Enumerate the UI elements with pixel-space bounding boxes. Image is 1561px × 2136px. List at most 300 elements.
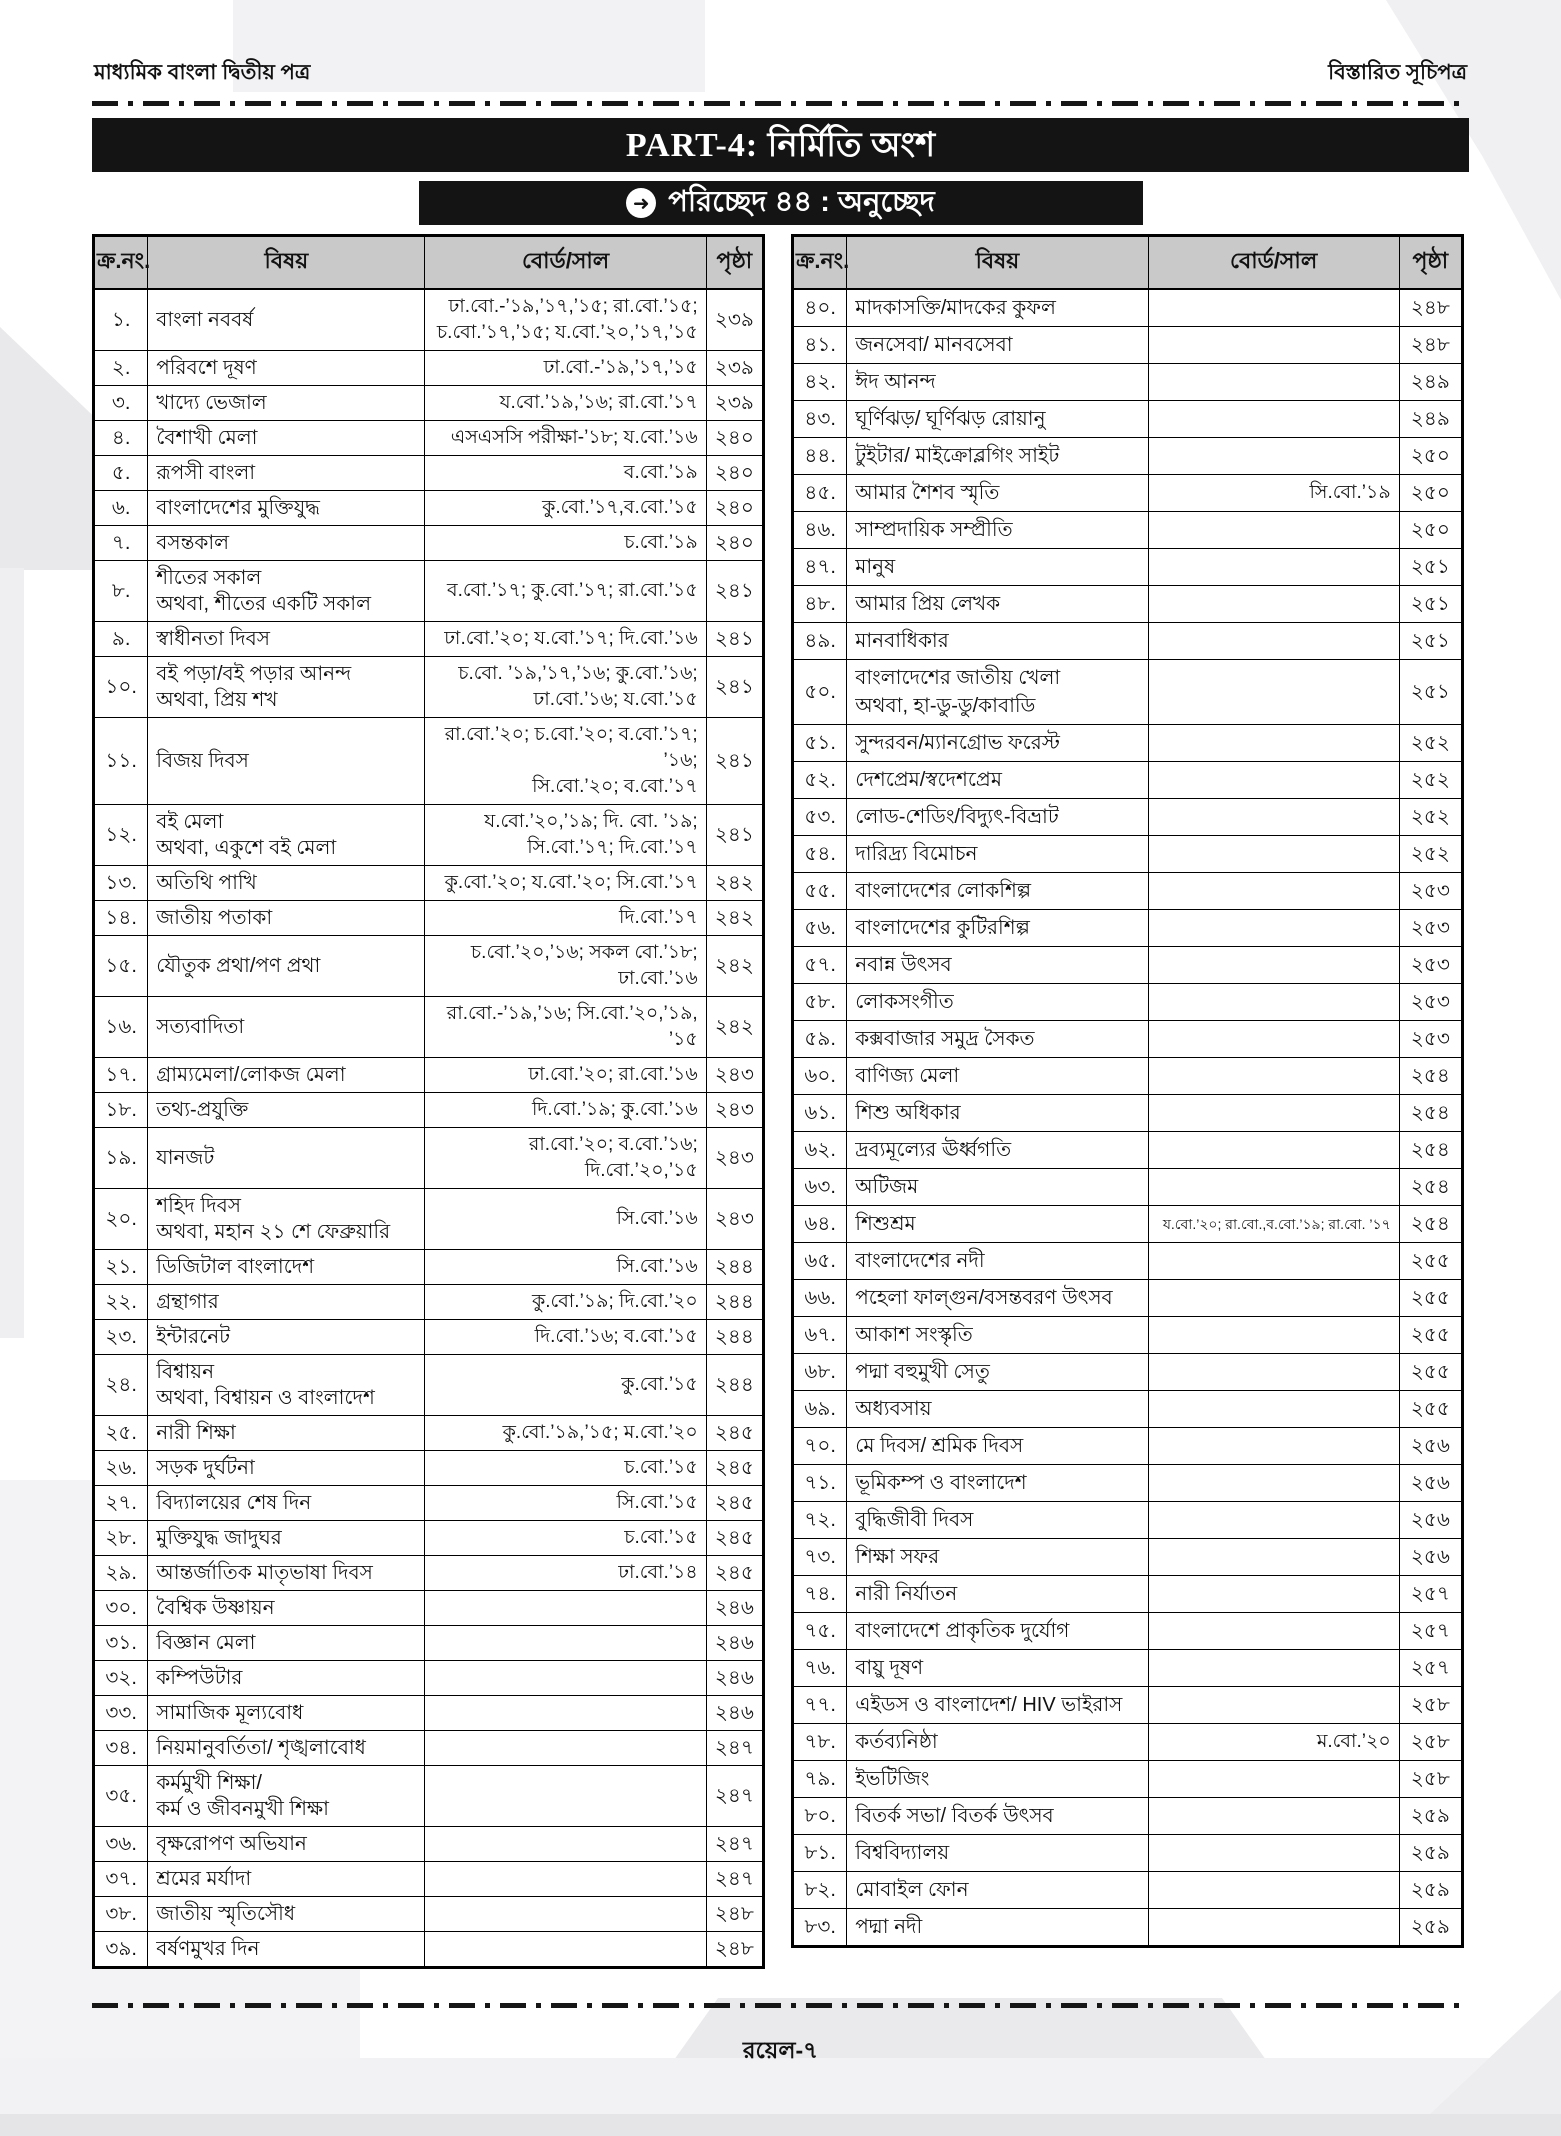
row-subject: ইন্টারনেট [148, 1320, 425, 1355]
row-subject: গ্রাম্যমেলা/লোকজ মেলা [148, 1058, 425, 1093]
row-board [1148, 910, 1399, 947]
table-row [94, 657, 764, 718]
table-row [793, 1909, 1463, 1947]
table-row [793, 289, 1463, 327]
row-subject: শিক্ষা সফর [847, 1539, 1148, 1576]
row-subject: নারী শিক্ষা [148, 1416, 425, 1451]
table-row [793, 1502, 1463, 1539]
row-serial: ৪৫. [793, 475, 847, 512]
table-row [94, 1058, 764, 1093]
row-serial: ৬. [94, 491, 148, 526]
header-subject: বিষয় [148, 236, 425, 290]
row-board [1148, 1798, 1399, 1835]
table-row [793, 1354, 1463, 1391]
table-row [793, 799, 1463, 836]
row-board [1148, 1687, 1399, 1724]
row-serial: ৭৭. [793, 1687, 847, 1724]
row-page: ২৫২ [1399, 836, 1462, 873]
row-page: ২৫৮ [1399, 1761, 1462, 1798]
table-row [793, 1724, 1463, 1761]
row-board: চ.বো. ’১৯,’১৭,’১৬; কু.বো.’১৬; ঢা.বো.’১৬; য.বো.’১৫ [425, 657, 706, 718]
row-board [1148, 1428, 1399, 1465]
page-footer-label: রয়েল-৭ [742, 2037, 819, 2063]
row-serial: ৭৯. [793, 1761, 847, 1798]
row-board [425, 1731, 706, 1766]
row-serial: ৩৫. [94, 1766, 148, 1827]
table-row [793, 1021, 1463, 1058]
row-serial: ৪৭. [793, 549, 847, 586]
row-subject: ভূমিকম্প ও বাংলাদেশ [847, 1465, 1148, 1502]
row-page: ২৫০ [1399, 475, 1462, 512]
table-row [94, 1451, 764, 1486]
row-board [425, 1897, 706, 1932]
row-serial: ২১. [94, 1250, 148, 1285]
row-board [1148, 289, 1399, 327]
table-row [793, 1206, 1463, 1243]
table-row [793, 660, 1463, 725]
row-page: ২৪৮ [1399, 289, 1462, 327]
row-subject: সড়ক দুর্ঘটনা [148, 1451, 425, 1486]
row-serial: ১. [94, 289, 148, 351]
row-board: ঢা.বো.-’১৯,’১৭,’১৫ [425, 351, 706, 386]
section-banner-title: পরিচ্ছেদ ৪৪ : অনুচ্ছেদ [668, 185, 935, 218]
row-subject: মাদকাসক্তি/মাদকের কুফল [847, 289, 1148, 327]
row-serial: ১৩. [94, 866, 148, 901]
table-row [793, 1095, 1463, 1132]
row-page: ২৪৬ [706, 1661, 763, 1696]
row-board [1148, 660, 1399, 725]
row-serial: ১৮. [94, 1093, 148, 1128]
row-page: ২৫১ [1399, 660, 1462, 725]
table-row [94, 1128, 764, 1189]
table-row [94, 1355, 764, 1416]
table-row [94, 1591, 764, 1626]
row-serial: ২৬. [94, 1451, 148, 1486]
row-board: রা.বো.-’১৯,’১৬; সি.বো.’২০,’১৯, ’১৫ [425, 997, 706, 1058]
row-page: ২৫৫ [1399, 1354, 1462, 1391]
arrow-right-circle-icon: ➜ [626, 188, 656, 218]
divider-top [92, 101, 1469, 106]
row-board: য.বো.’২০; রা.বো.,ব.বো.’১৯; রা.বো. ’১৭ [1148, 1206, 1399, 1243]
row-subject: পহেলা ফাল্গুন/বসন্তবরণ উৎসব [847, 1280, 1148, 1317]
row-serial: ৫৫. [793, 873, 847, 910]
row-subject: বিতর্ক সভা/ বিতর্ক উৎসব [847, 1798, 1148, 1835]
table-row [94, 866, 764, 901]
row-serial: ৪২. [793, 364, 847, 401]
running-head [92, 56, 1469, 101]
row-subject: লোকসংগীত [847, 984, 1148, 1021]
row-serial: ৫৭. [793, 947, 847, 984]
row-subject: জনসেবা/ মানবসেবা [847, 327, 1148, 364]
row-board [425, 1932, 706, 1968]
bg-shape-bottom-strip [0, 2114, 1561, 2136]
row-page: ২৫৯ [1399, 1798, 1462, 1835]
row-serial: ৭০. [793, 1428, 847, 1465]
row-serial: ৪৬. [793, 512, 847, 549]
table-row [793, 1132, 1463, 1169]
row-subject: সামাজিক মূল্যবোধ [148, 1696, 425, 1731]
row-serial: ৭৮. [793, 1724, 847, 1761]
row-subject: বাংলাদেশের মুক্তিযুদ্ধ [148, 491, 425, 526]
row-subject: বিজ্ঞান মেলা [148, 1626, 425, 1661]
row-serial: ১৬. [94, 997, 148, 1058]
row-serial: ২৩. [94, 1320, 148, 1355]
row-board [1148, 512, 1399, 549]
table-row [793, 438, 1463, 475]
table-row [94, 386, 764, 421]
row-board: সি.বো.’১৯ [1148, 475, 1399, 512]
row-serial: ৬৯. [793, 1391, 847, 1428]
table-row [793, 1391, 1463, 1428]
row-subject: আমার শৈশব স্মৃতি [847, 475, 1148, 512]
row-page: ২৫০ [1399, 438, 1462, 475]
row-subject: বিজয় দিবস [148, 718, 425, 805]
row-subject: কর্মমুখী শিক্ষা/ কর্ম ও জীবনমুখী শিক্ষা [148, 1766, 425, 1827]
row-page: ২৫৮ [1399, 1687, 1462, 1724]
row-subject: ঘূর্ণিঝড়/ ঘূর্ণিঝড় রোয়ানু [847, 401, 1148, 438]
row-serial: ৯. [94, 622, 148, 657]
row-serial: ৫২. [793, 762, 847, 799]
part-banner-title: নির্মিতি অংশ [767, 126, 936, 164]
row-board [1148, 1095, 1399, 1132]
table-header-row [793, 236, 1463, 290]
table-row [94, 289, 764, 351]
row-page: ২৪৫ [706, 1451, 763, 1486]
row-page: ২৪৪ [706, 1320, 763, 1355]
row-subject: বিশ্বায়ন অথবা, বিশ্বায়ন ও বাংলাদেশ [148, 1355, 425, 1416]
table-row [793, 1539, 1463, 1576]
table-header-row [94, 236, 764, 290]
table-row [94, 1521, 764, 1556]
row-page: ২৪৭ [706, 1827, 763, 1862]
table-row [793, 725, 1463, 762]
row-page: ২৫৩ [1399, 947, 1462, 984]
row-subject: বাংলা নববর্ষ [148, 289, 425, 351]
row-serial: ৪৩. [793, 401, 847, 438]
row-serial: ২৪. [94, 1355, 148, 1416]
row-subject: রূপসী বাংলা [148, 456, 425, 491]
row-serial: ৩৮. [94, 1897, 148, 1932]
row-serial: ৬৩. [793, 1169, 847, 1206]
table-row [793, 1169, 1463, 1206]
row-page: ২৫৩ [1399, 910, 1462, 947]
running-head-left: মাধ্যমিক বাংলা দ্বিতীয় পত্র [94, 61, 311, 84]
table-row [94, 1932, 764, 1968]
header-serial: ক্র.নং. [94, 236, 148, 290]
row-page: ২৪১ [706, 561, 763, 622]
table-row [94, 1696, 764, 1731]
running-head-right: বিস্তারিত সূচিপত্র [1328, 61, 1467, 84]
divider-bottom [92, 2003, 1469, 2008]
row-board: কু.বো.’২০; য.বো.’২০; সি.বো.’১৭ [425, 866, 706, 901]
row-page: ২৪২ [706, 997, 763, 1058]
row-serial: ৫০. [793, 660, 847, 725]
table-row [793, 586, 1463, 623]
table-row [94, 901, 764, 936]
row-serial: ৬৭. [793, 1317, 847, 1354]
table-row [793, 623, 1463, 660]
row-serial: ৩৬. [94, 1827, 148, 1862]
row-board [425, 1766, 706, 1827]
row-page: ২৫১ [1399, 549, 1462, 586]
row-page: ২৪২ [706, 866, 763, 901]
table-row [94, 561, 764, 622]
header-subject: বিষয় [847, 236, 1148, 290]
row-subject: বৈশাখী মেলা [148, 421, 425, 456]
row-page: ২৫১ [1399, 623, 1462, 660]
row-page: ২৫৬ [1399, 1428, 1462, 1465]
row-board [1148, 1243, 1399, 1280]
row-board [1148, 1835, 1399, 1872]
row-page: ২৫৯ [1399, 1909, 1462, 1947]
row-page: ২৪৬ [706, 1591, 763, 1626]
row-board [425, 1696, 706, 1731]
row-serial: ৪৮. [793, 586, 847, 623]
row-board [1148, 438, 1399, 475]
row-page: ২৩৯ [706, 351, 763, 386]
row-serial: ১৫. [94, 936, 148, 997]
row-board [1148, 1909, 1399, 1947]
row-board: ঢা.বো.’২০; য.বো.’১৭; দি.বো.’১৬ [425, 622, 706, 657]
table-row [793, 549, 1463, 586]
part-banner-label: PART-4: [625, 127, 759, 164]
row-subject: বিদ্যালয়ের শেষ দিন [148, 1486, 425, 1521]
row-board: সি.বো.’১৬ [425, 1189, 706, 1250]
row-page: ২৫৪ [1399, 1058, 1462, 1095]
row-serial: ২৮. [94, 1521, 148, 1556]
table-row [94, 1093, 764, 1128]
row-subject: স্বাধীনতা দিবস [148, 622, 425, 657]
row-subject: ঈদ আনন্দ [847, 364, 1148, 401]
row-serial: ২৯. [94, 1556, 148, 1591]
row-page: ২৫৩ [1399, 873, 1462, 910]
row-serial: ৭৫. [793, 1613, 847, 1650]
row-subject: শিশুশ্রম [847, 1206, 1148, 1243]
table-row [94, 1661, 764, 1696]
row-serial: ৬০. [793, 1058, 847, 1095]
row-board: সি.বো.’১৫ [425, 1486, 706, 1521]
row-board: ঢা.বো.-’১৯,’১৭,’১৫; রা.বো.’১৫; চ.বো.’১৭,’১৫; য.বো.’২০,’১৭,’১৫ [425, 289, 706, 351]
row-page: ২৪৩ [706, 1128, 763, 1189]
table-row [793, 475, 1463, 512]
table-row [793, 512, 1463, 549]
row-page: ২৩৯ [706, 289, 763, 351]
row-page: ২৩৯ [706, 386, 763, 421]
row-serial: ৩১. [94, 1626, 148, 1661]
table-row [94, 936, 764, 997]
table-row [94, 1486, 764, 1521]
row-serial: ২২. [94, 1285, 148, 1320]
row-subject: বিশ্ববিদ্যালয় [847, 1835, 1148, 1872]
header-board: বোর্ড/সাল [425, 236, 706, 290]
row-subject: বাংলাদেশের কুটিরশিল্প [847, 910, 1148, 947]
row-page: ২৫৪ [1399, 1132, 1462, 1169]
row-board: চ.বো.’১৫ [425, 1521, 706, 1556]
row-subject: বাংলাদেশের লোকশিল্প [847, 873, 1148, 910]
row-page: ২৫৬ [1399, 1502, 1462, 1539]
table-row [94, 997, 764, 1058]
row-page: ২৪৭ [706, 1862, 763, 1897]
table-row [94, 1862, 764, 1897]
row-board [425, 1862, 706, 1897]
row-page: ২৫৫ [1399, 1280, 1462, 1317]
row-serial: ৮১. [793, 1835, 847, 1872]
row-board [1148, 1280, 1399, 1317]
row-board: য.বো.’১৯,’১৬; রা.বো.’১৭ [425, 386, 706, 421]
row-page: ২৫২ [1399, 725, 1462, 762]
row-subject: মে দিবস/ শ্রমিক দিবস [847, 1428, 1148, 1465]
row-subject: কক্সবাজার সমুদ্র সৈকত [847, 1021, 1148, 1058]
row-board [1148, 1317, 1399, 1354]
row-board [1148, 984, 1399, 1021]
row-board: চ.বো.’২০,’১৬; সকল বো.’১৮; ঢা.বো.’১৬ [425, 936, 706, 997]
row-page: ২৪১ [706, 657, 763, 718]
row-serial: ৩৭. [94, 1862, 148, 1897]
table-row [94, 1285, 764, 1320]
row-subject: বর্ষণমুখর দিন [148, 1932, 425, 1968]
row-board [1148, 1391, 1399, 1428]
row-serial: ৪০. [793, 289, 847, 327]
row-page: ২৪২ [706, 901, 763, 936]
row-subject: বায়ু দূষণ [847, 1650, 1148, 1687]
row-serial: ৭৪. [793, 1576, 847, 1613]
row-serial: ৮৩. [793, 1909, 847, 1947]
row-serial: ৬২. [793, 1132, 847, 1169]
row-board [1148, 1132, 1399, 1169]
row-subject: নারী নির্যাতন [847, 1576, 1148, 1613]
table-row [94, 351, 764, 386]
row-board: ব.বো.’১৭; কু.বো.’১৭; রা.বো.’১৫ [425, 561, 706, 622]
row-board: দি.বো.’১৯; কু.বো.’১৬ [425, 1093, 706, 1128]
table-row [793, 1798, 1463, 1835]
table-row [94, 805, 764, 866]
row-subject: জাতীয় স্মৃতিসৌধ [148, 1897, 425, 1932]
row-subject: খাদ্যে ভেজাল [148, 386, 425, 421]
row-serial: ১০. [94, 657, 148, 718]
row-subject: আন্তর্জাতিক মাতৃভাষা দিবস [148, 1556, 425, 1591]
table-row [94, 1731, 764, 1766]
row-board: দি.বো.’১৬; ব.বো.’১৫ [425, 1320, 706, 1355]
row-serial: ৮২. [793, 1872, 847, 1909]
row-board [1148, 1354, 1399, 1391]
contents-tables [92, 234, 1469, 1969]
table-row [793, 836, 1463, 873]
row-board [425, 1827, 706, 1862]
table-row [793, 327, 1463, 364]
table-row [94, 1250, 764, 1285]
row-board: কু.বো.’১৫ [425, 1355, 706, 1416]
row-board [1148, 1058, 1399, 1095]
table-row [94, 622, 764, 657]
row-serial: ৫৪. [793, 836, 847, 873]
table-row [793, 910, 1463, 947]
contents-table-left [92, 234, 765, 1969]
row-board [1148, 1613, 1399, 1650]
row-serial: ৭৩. [793, 1539, 847, 1576]
row-board: ঢা.বো.’১৪ [425, 1556, 706, 1591]
row-board [1148, 364, 1399, 401]
table-row [793, 1687, 1463, 1724]
header-board: বোর্ড/সাল [1148, 236, 1399, 290]
row-page: ২৫০ [1399, 512, 1462, 549]
row-page: ২৪৫ [706, 1521, 763, 1556]
row-page: ২৫৩ [1399, 1021, 1462, 1058]
row-subject: কম্পিউটার [148, 1661, 425, 1696]
row-serial: ৩২. [94, 1661, 148, 1696]
row-subject: এইডস ও বাংলাদেশ/ HIV ভাইরাস [847, 1687, 1148, 1724]
row-page: ২৫৩ [1399, 984, 1462, 1021]
row-serial: ৭. [94, 526, 148, 561]
row-serial: ৮. [94, 561, 148, 622]
row-board: য.বো.’২০,’১৯; দি. বো. ’১৯; সি.বো.’১৭; দি.বো.’১৭ [425, 805, 706, 866]
row-serial: ২৫. [94, 1416, 148, 1451]
table-row [793, 1280, 1463, 1317]
row-board: কু.বো.’১৯,’১৫; ম.বো.’২০ [425, 1416, 706, 1451]
row-subject: মোবাইল ফোন [847, 1872, 1148, 1909]
row-page: ২৫৪ [1399, 1169, 1462, 1206]
row-page: ২৪১ [706, 718, 763, 805]
row-board: চ.বো.’১৯ [425, 526, 706, 561]
row-subject: বসন্তকাল [148, 526, 425, 561]
row-page: ২৫৪ [1399, 1095, 1462, 1132]
row-serial: ৬৪. [793, 1206, 847, 1243]
table-row [793, 1058, 1463, 1095]
row-page: ২৪৩ [706, 1189, 763, 1250]
row-board: ম.বো.’২০ [1148, 1724, 1399, 1761]
row-page: ২৪৫ [706, 1486, 763, 1521]
row-serial: ৬১. [793, 1095, 847, 1132]
row-subject: মানুষ [847, 549, 1148, 586]
row-subject: যৌতুক প্রথা/পণ প্রথা [148, 936, 425, 997]
row-serial: ৬৬. [793, 1280, 847, 1317]
row-serial: ৬৫. [793, 1243, 847, 1280]
row-board [1148, 586, 1399, 623]
row-subject: বাংলাদেশে প্রাকৃতিক দুর্যোগ [847, 1613, 1148, 1650]
row-serial: ১৭. [94, 1058, 148, 1093]
row-serial: ৩৯. [94, 1932, 148, 1968]
row-page: ২৫১ [1399, 586, 1462, 623]
row-page: ২৫২ [1399, 799, 1462, 836]
row-subject: নবান্ন উৎসব [847, 947, 1148, 984]
row-subject: বৃক্ষরোপণ অভিযান [148, 1827, 425, 1862]
header-serial: ক্র.নং. [793, 236, 847, 290]
table-row [793, 1835, 1463, 1872]
row-page: ২৫৮ [1399, 1724, 1462, 1761]
row-board [1148, 1761, 1399, 1798]
row-page: ২৪৭ [706, 1766, 763, 1827]
row-subject: সত্যবাদিতা [148, 997, 425, 1058]
row-serial: ২০. [94, 1189, 148, 1250]
row-subject: অতিথি পাখি [148, 866, 425, 901]
row-board: চ.বো.’১৫ [425, 1451, 706, 1486]
row-subject: শহিদ দিবস অথবা, মহান ২১ শে ফেব্রুয়ারি [148, 1189, 425, 1250]
row-subject: শ্রমের মর্যাদা [148, 1862, 425, 1897]
table-row [94, 526, 764, 561]
row-board [1148, 1021, 1399, 1058]
section-banner [419, 181, 1143, 225]
row-board: সি.বো.’১৬ [425, 1250, 706, 1285]
row-serial: ১২. [94, 805, 148, 866]
row-board: রা.বো.’২০; চ.বো.’২০; ব.বো.’১৭; ’১৬; সি.বো.’২০; ব.বো.’১৭ [425, 718, 706, 805]
part-banner [92, 118, 1469, 172]
row-page: ২৪১ [706, 805, 763, 866]
table-row [793, 873, 1463, 910]
row-serial: ৪৯. [793, 623, 847, 660]
row-page: ২৪৪ [706, 1250, 763, 1285]
row-board: রা.বো.’২০; ব.বো.’১৬; দি.বো.’২০,’১৫ [425, 1128, 706, 1189]
row-serial: ৫১. [793, 725, 847, 762]
table-row [94, 1626, 764, 1661]
